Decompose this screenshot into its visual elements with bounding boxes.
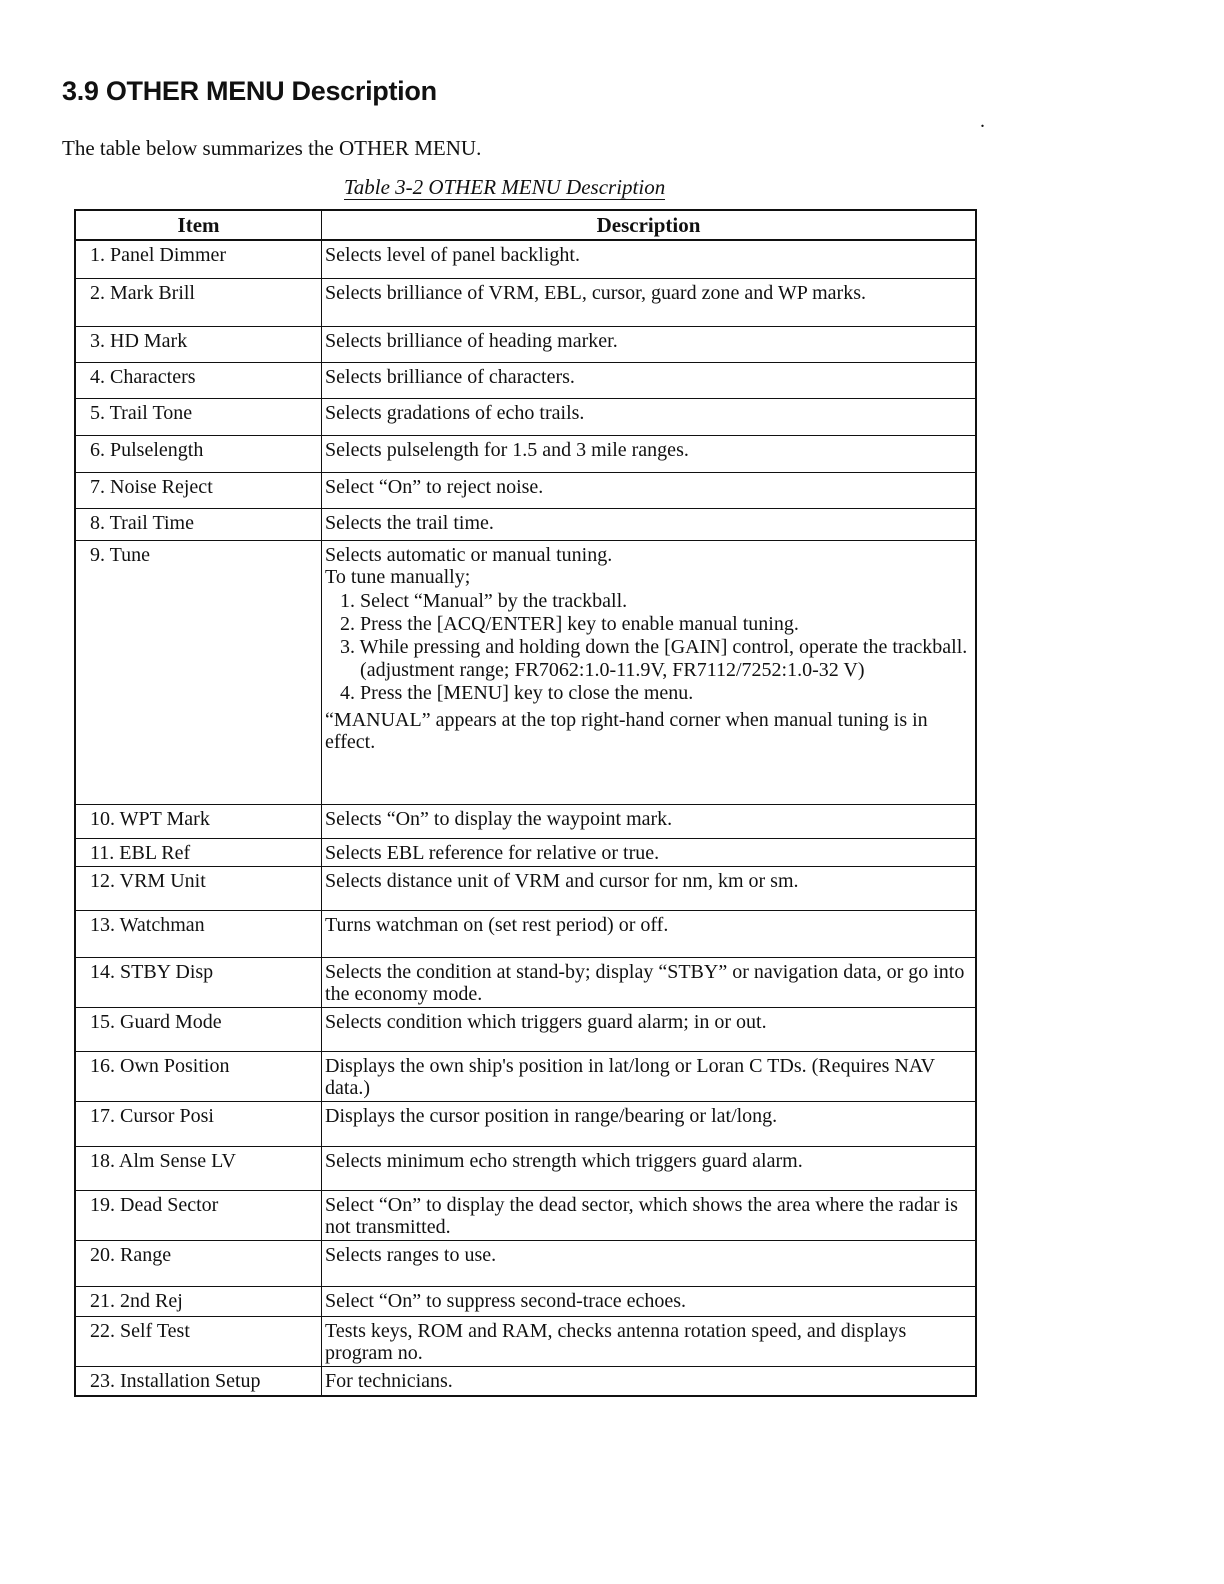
- row-item: 8. Trail Time: [75, 508, 322, 540]
- row-description: Selects ranges to use.: [322, 1240, 976, 1286]
- row-item: 10. WPT Mark: [75, 804, 322, 838]
- table-row: [75, 1051, 976, 1101]
- table-row: [75, 1146, 976, 1190]
- table-row: [75, 957, 976, 1007]
- row-item: 6. Pulselength: [75, 435, 322, 472]
- row-item: 13. Watchman: [75, 910, 322, 957]
- table-row-tune: [75, 540, 976, 804]
- row-item: 7. Noise Reject: [75, 472, 322, 508]
- row-item: 1. Panel Dimmer: [75, 240, 322, 278]
- row-description: Selects brilliance of heading marker.: [322, 326, 976, 362]
- row-description: Tests keys, ROM and RAM, checks antenna rotation speed, and displays program no.: [322, 1316, 976, 1366]
- table-row: [75, 838, 976, 866]
- row-description: Selects condition which triggers guard alarm; in or out.: [322, 1007, 976, 1051]
- row-description: Selects distance unit of VRM and cursor for nm, km or sm.: [322, 866, 976, 910]
- table-row: [75, 398, 976, 435]
- row-description: Displays the cursor position in range/bearing or lat/long.: [322, 1101, 976, 1146]
- table-row: [75, 1007, 976, 1051]
- row-description: Selects “On” to display the waypoint mark.: [322, 804, 976, 838]
- row-item: 3. HD Mark: [75, 326, 322, 362]
- table-row: [75, 1101, 976, 1146]
- table-row: [75, 362, 976, 398]
- header-item: Item: [75, 210, 322, 240]
- stray-mark: .: [980, 110, 985, 132]
- row-description: Selects gradations of echo trails.: [322, 398, 976, 435]
- table-row: [75, 240, 976, 278]
- tune-step: 3. While pressing and holding down the [GAIN] control, operate the trackball. (adjustment range; FR7062:1.0-11.9V, FR7112/7252:1.0-32 V): [340, 635, 968, 681]
- row-item: 14. STBY Disp: [75, 957, 322, 1007]
- row-item: 21. 2nd Rej: [75, 1286, 322, 1316]
- row-item: 15. Guard Mode: [75, 1007, 322, 1051]
- table-row: [75, 1366, 976, 1396]
- intro-text: The table below summarizes the OTHER MENU.: [62, 136, 482, 160]
- row-item: 16. Own Position: [75, 1051, 322, 1101]
- row-item: 18. Alm Sense LV: [75, 1146, 322, 1190]
- table-row: [75, 866, 976, 910]
- table-row: [75, 435, 976, 472]
- row-description: Select “On” to reject noise.: [322, 472, 976, 508]
- tune-note: “MANUAL” appears at the top right-hand corner when manual tuning is in effect.: [325, 708, 928, 753]
- row-item: 20. Range: [75, 1240, 322, 1286]
- row-item: 17. Cursor Posi: [75, 1101, 322, 1146]
- table-row: [75, 1240, 976, 1286]
- table-row: [75, 1316, 976, 1366]
- other-menu-table: [74, 209, 977, 1397]
- row-item: 22. Self Test: [75, 1316, 322, 1366]
- table-row: [75, 326, 976, 362]
- row-description-tune: [322, 540, 976, 804]
- row-description: Displays the own ship's position in lat/long or Loran C TDs. (Requires NAV data.): [322, 1051, 976, 1101]
- tune-step: 2. Press the [ACQ/ENTER] key to enable manual tuning.: [340, 612, 799, 635]
- row-item: 11. EBL Ref: [75, 838, 322, 866]
- row-description: Selects level of panel backlight.: [322, 240, 976, 278]
- row-description: Turns watchman on (set rest period) or off.: [322, 910, 976, 957]
- row-item: 5. Trail Tone: [75, 398, 322, 435]
- row-item: 9. Tune: [75, 540, 322, 804]
- row-description: Selects the trail time.: [322, 508, 976, 540]
- table-row: [75, 1190, 976, 1240]
- table-header-row: [75, 210, 976, 240]
- table-row: [75, 910, 976, 957]
- tune-steps: [325, 590, 971, 705]
- tune-step: 1. Select “Manual” by the trackball.: [340, 589, 628, 612]
- row-item: 4. Characters: [75, 362, 322, 398]
- table-row: [75, 508, 976, 540]
- row-item: 23. Installation Setup: [75, 1366, 322, 1396]
- row-item: 2. Mark Brill: [75, 278, 322, 326]
- row-description: Select “On” to suppress second-trace echoes.: [322, 1286, 976, 1316]
- table-row: [75, 804, 976, 838]
- table-caption: Table 3-2 OTHER MENU Description: [344, 175, 666, 199]
- table-row: [75, 278, 976, 326]
- row-description: Selects EBL reference for relative or true.: [322, 838, 976, 866]
- tune-line-1: Selects automatic or manual tuning.: [325, 543, 613, 566]
- row-description: Selects minimum echo strength which triggers guard alarm.: [322, 1146, 976, 1190]
- row-description: Select “On” to display the dead sector, which shows the area where the radar is not transmitted.: [322, 1190, 976, 1240]
- table-row: [75, 472, 976, 508]
- row-description: Selects brilliance of VRM, EBL, cursor, guard zone and WP marks.: [322, 278, 976, 326]
- row-description: For technicians.: [322, 1366, 976, 1396]
- row-description: Selects the condition at stand-by; display “STBY” or navigation data, or go into the economy mode.: [322, 957, 976, 1007]
- tune-line-2: To tune manually;: [325, 565, 471, 588]
- header-description: Description: [322, 210, 976, 240]
- row-description: Selects pulselength for 1.5 and 3 mile ranges.: [322, 435, 976, 472]
- row-description: Selects brilliance of characters.: [322, 362, 976, 398]
- row-item: 19. Dead Sector: [75, 1190, 322, 1240]
- section-heading: 3.9 OTHER MENU Description: [62, 76, 437, 106]
- table-row: [75, 1286, 976, 1316]
- tune-step: 4. Press the [MENU] key to close the menu.: [340, 681, 694, 704]
- row-item: 12. VRM Unit: [75, 866, 322, 910]
